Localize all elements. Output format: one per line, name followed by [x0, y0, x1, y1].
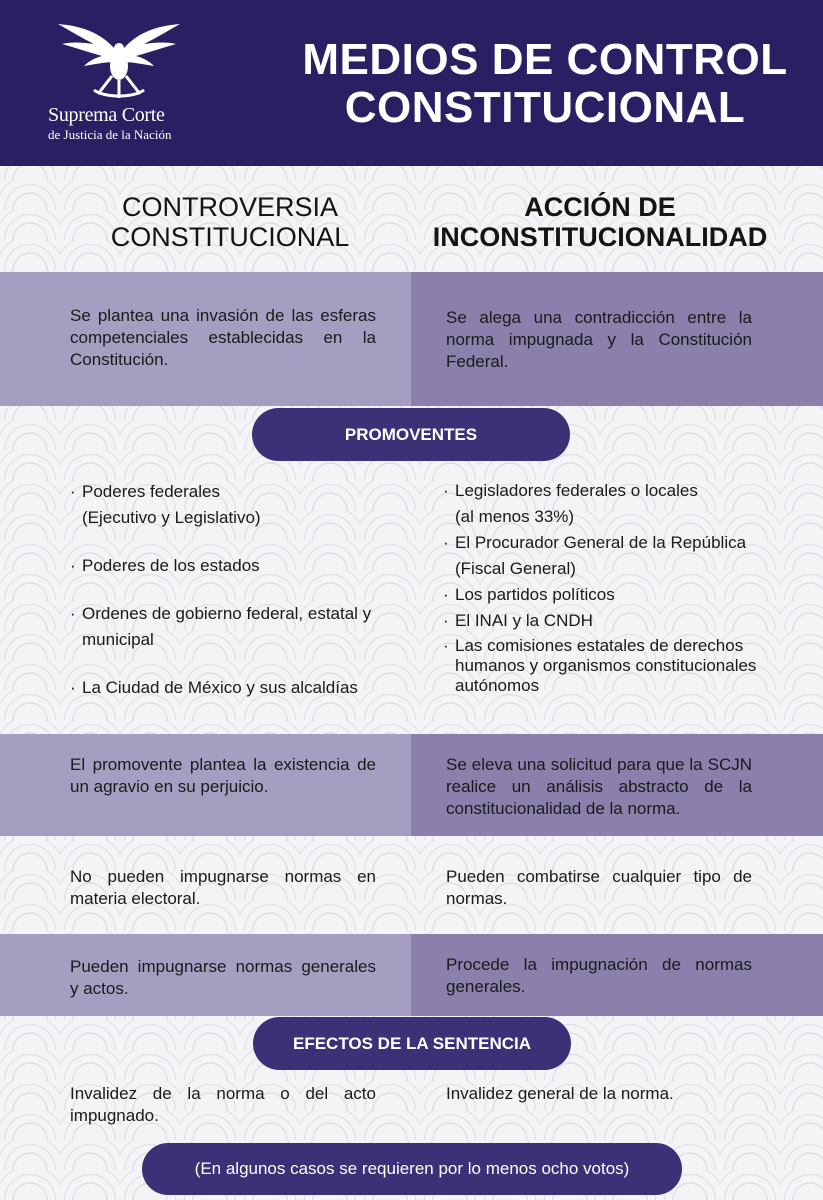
- list-item: (al menos 33%): [455, 507, 575, 526]
- cell-right-contradiccion: Se alega una contradicción entre la norma impugnada y la Constitución Federal.: [446, 308, 752, 371]
- cell-left-invasion: Se plantea una invasión de las esferas competenciales establecidas en la Constitución.: [70, 306, 376, 369]
- promoventes-right-list: [443, 480, 773, 696]
- header: [0, 0, 823, 166]
- cell-right-solicitud: Se eleva una solicitud para que la SCJN realice un análisis abstracto de la constitucionalidad de la norma.: [446, 755, 752, 818]
- page-title: MEDIOS DE CONTROL CONSTITUCIONAL: [302, 35, 788, 132]
- promoventes-pill: PROMOVENTES: [252, 408, 570, 461]
- cell-left-normas-actos: Pueden impugnarse normas generales y actos.: [70, 957, 376, 998]
- cell-left-electoral: No pueden impugnarse normas en materia electoral.: [70, 867, 376, 908]
- column-title-controversia: CONTROVERSIA CONSTITUCIONAL: [110, 192, 350, 252]
- list-item: · Legisladores federales o locales: [443, 481, 698, 500]
- list-item: · El INAI y la CNDH: [443, 611, 593, 630]
- list-item: (Fiscal General): [455, 559, 576, 578]
- list-item: · Poderes de los estados: [70, 556, 260, 575]
- cell-right-normas-generales: Procede la impugnación de normas generales.: [446, 955, 752, 996]
- eagle-seal-icon: [54, 14, 184, 102]
- list-item: municipal: [82, 630, 154, 649]
- list-item: · El Procurador General de la República: [443, 533, 747, 552]
- list-item: · Las comisiones estatales de derechos humanos y organismos constitucionales autónomos: [443, 636, 757, 695]
- list-item: · Ordenes de gobierno federal, estatal y: [70, 604, 372, 623]
- list-item: · Poderes federales: [70, 482, 220, 501]
- list-item: · La Ciudad de México y sus alcaldías: [70, 678, 358, 697]
- cell-right-normas: Pueden combatirse cualquier tipo de normas.: [446, 867, 752, 908]
- list-item: · Los partidos políticos: [443, 585, 615, 604]
- column-title-accion: ACCIÓN DE INCONSTITUCIONALIDAD: [432, 192, 768, 252]
- efectos-pill: EFECTOS DE LA SENTENCIA: [253, 1017, 571, 1070]
- promoventes-left-list: [70, 481, 390, 699]
- cell-right-invalidez: Invalidez general de la norma.: [446, 1084, 674, 1103]
- footer-note: (En algunos casos se requieren por lo menos ocho votos): [142, 1143, 682, 1195]
- list-item: (Ejecutivo y Legislativo): [82, 508, 261, 527]
- scjn-logo: [48, 14, 198, 143]
- cell-left-invalidez: Invalidez de la norma o del acto impugnado.: [70, 1084, 376, 1125]
- logo-text-justicia: de Justicia de la Nación: [48, 127, 172, 142]
- logo-text-suprema-corte: Suprema Corte: [48, 104, 165, 126]
- cell-left-agravio: El promovente plantea la existencia de un agravio en su perjuicio.: [70, 755, 376, 796]
